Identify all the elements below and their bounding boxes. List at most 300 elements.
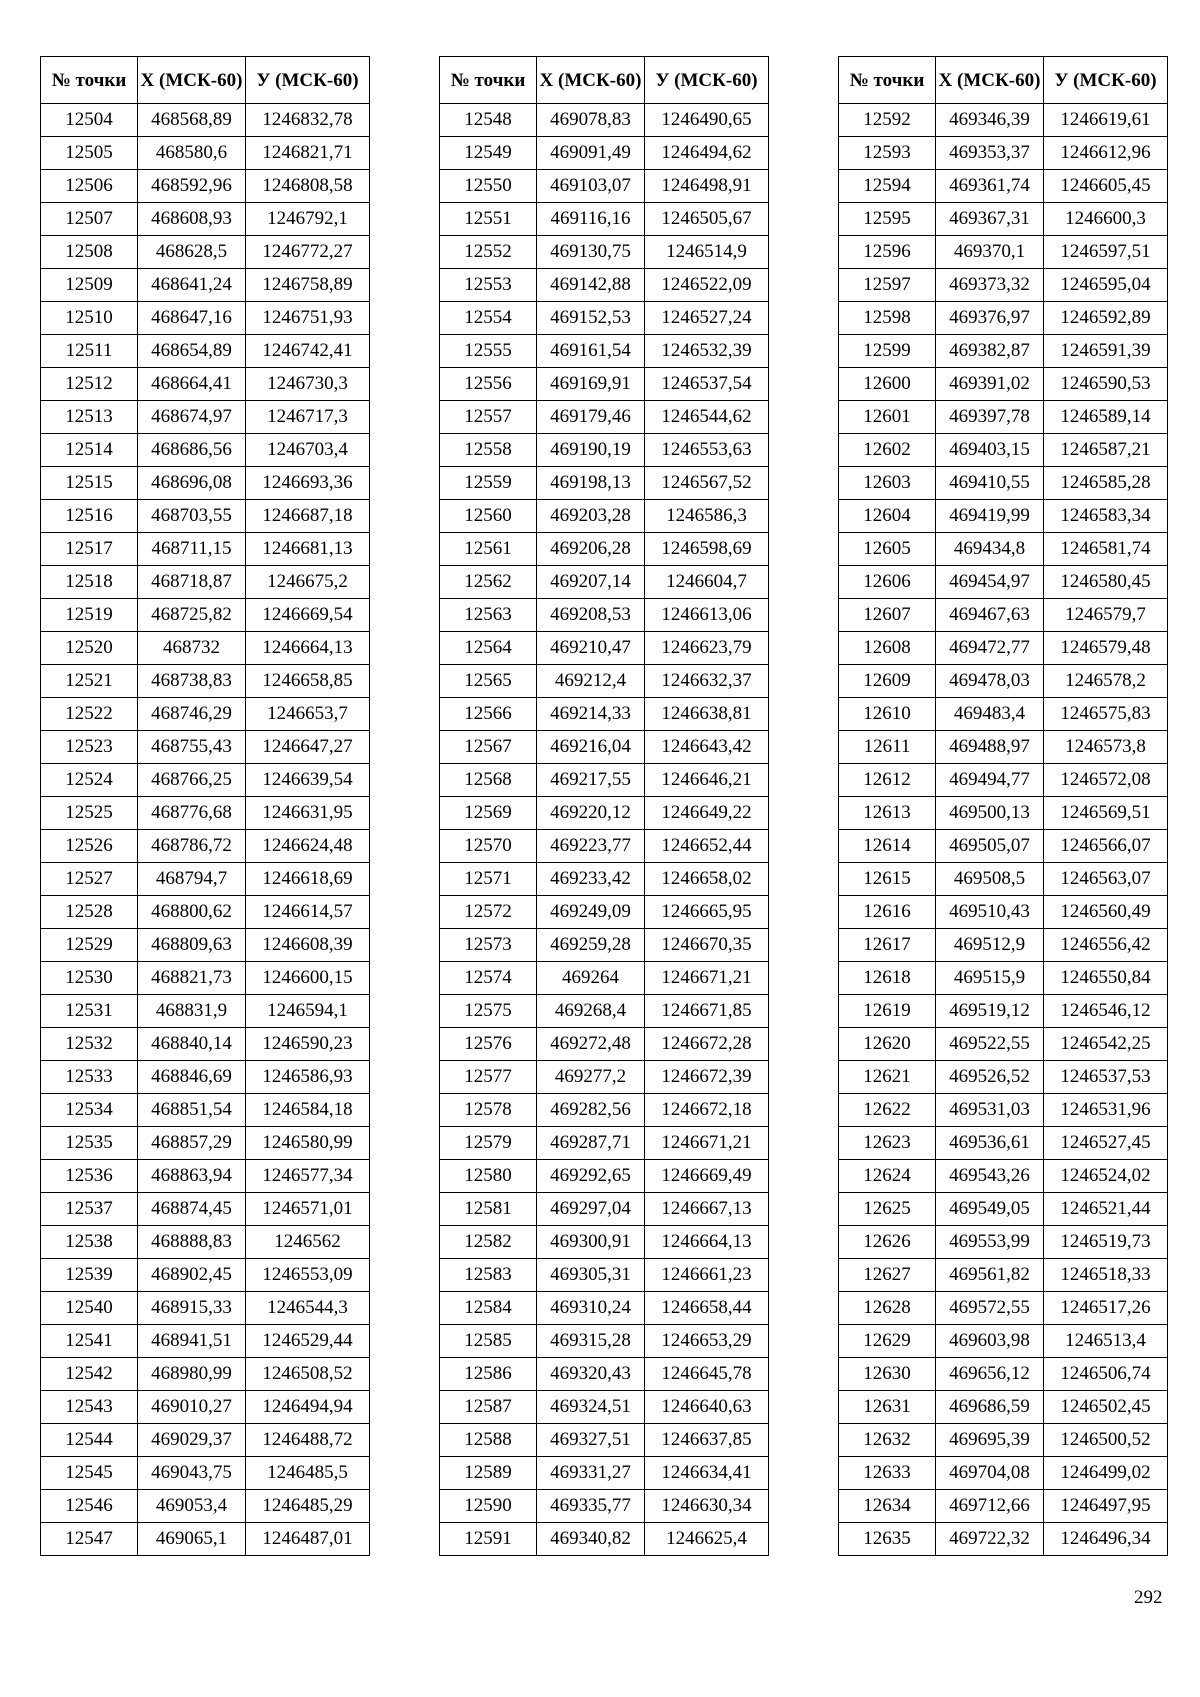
y-coordinate-cell: 1246658,44 bbox=[645, 1292, 769, 1325]
table-row bbox=[839, 236, 1168, 269]
y-coordinate-cell: 1246597,51 bbox=[1044, 236, 1168, 269]
table-row bbox=[41, 401, 370, 434]
point-number-cell: 12552 bbox=[440, 236, 537, 269]
point-number-cell: 12614 bbox=[839, 830, 936, 863]
y-coordinate-cell: 1246584,18 bbox=[246, 1094, 370, 1127]
x-coordinate-cell: 469515,9 bbox=[936, 962, 1044, 995]
y-coordinate-cell: 1246639,54 bbox=[246, 764, 370, 797]
point-number-cell: 12585 bbox=[440, 1325, 537, 1358]
y-coordinate-cell: 1246634,41 bbox=[645, 1457, 769, 1490]
point-number-cell: 12569 bbox=[440, 797, 537, 830]
x-coordinate-cell: 468725,82 bbox=[138, 599, 246, 632]
y-coordinate-cell: 1246577,34 bbox=[246, 1160, 370, 1193]
point-number-cell: 12563 bbox=[440, 599, 537, 632]
y-coordinate-cell: 1246624,48 bbox=[246, 830, 370, 863]
point-number-cell: 12577 bbox=[440, 1061, 537, 1094]
x-coordinate-cell: 469297,04 bbox=[537, 1193, 645, 1226]
x-coordinate-cell: 469494,77 bbox=[936, 764, 1044, 797]
table-row bbox=[839, 962, 1168, 995]
x-coordinate-cell: 469010,27 bbox=[138, 1391, 246, 1424]
point-number-cell: 12538 bbox=[41, 1226, 138, 1259]
x-coordinate-cell: 468718,87 bbox=[138, 566, 246, 599]
point-number-cell: 12626 bbox=[839, 1226, 936, 1259]
point-number-cell: 12520 bbox=[41, 632, 138, 665]
x-coordinate-cell: 469272,48 bbox=[537, 1028, 645, 1061]
y-coordinate-cell: 1246485,29 bbox=[246, 1490, 370, 1523]
point-number-cell: 12633 bbox=[839, 1457, 936, 1490]
point-number-cell: 12525 bbox=[41, 797, 138, 830]
point-number-cell: 12535 bbox=[41, 1127, 138, 1160]
y-coordinate-cell: 1246808,58 bbox=[246, 170, 370, 203]
point-number-cell: 12518 bbox=[41, 566, 138, 599]
y-coordinate-cell: 1246578,2 bbox=[1044, 665, 1168, 698]
point-number-cell: 12517 bbox=[41, 533, 138, 566]
y-coordinate-cell: 1246497,95 bbox=[1044, 1490, 1168, 1523]
y-coordinate-cell: 1246717,3 bbox=[246, 401, 370, 434]
y-coordinate-cell: 1246566,07 bbox=[1044, 830, 1168, 863]
y-coordinate-cell: 1246550,84 bbox=[1044, 962, 1168, 995]
table-row bbox=[41, 1325, 370, 1358]
y-coordinate-cell: 1246653,29 bbox=[645, 1325, 769, 1358]
point-number-cell: 12583 bbox=[440, 1259, 537, 1292]
x-coordinate-cell: 469403,15 bbox=[936, 434, 1044, 467]
table-row bbox=[41, 830, 370, 863]
x-coordinate-cell: 469512,9 bbox=[936, 929, 1044, 962]
table-row bbox=[440, 731, 769, 764]
table-row bbox=[41, 467, 370, 500]
y-coordinate-cell: 1246661,23 bbox=[645, 1259, 769, 1292]
table-row bbox=[41, 434, 370, 467]
point-number-cell: 12575 bbox=[440, 995, 537, 1028]
point-number-cell: 12505 bbox=[41, 137, 138, 170]
y-coordinate-cell: 1246513,4 bbox=[1044, 1325, 1168, 1358]
y-coordinate-cell: 1246590,53 bbox=[1044, 368, 1168, 401]
y-coordinate-cell: 1246488,72 bbox=[246, 1424, 370, 1457]
y-coordinate-cell: 1246687,18 bbox=[246, 500, 370, 533]
table-row bbox=[839, 995, 1168, 1028]
y-coordinate-cell: 1246532,39 bbox=[645, 335, 769, 368]
x-coordinate-cell: 468592,96 bbox=[138, 170, 246, 203]
y-coordinate-cell: 1246569,51 bbox=[1044, 797, 1168, 830]
table-row bbox=[440, 1358, 769, 1391]
point-number-cell: 12566 bbox=[440, 698, 537, 731]
point-number-cell: 12510 bbox=[41, 302, 138, 335]
point-number-cell: 12516 bbox=[41, 500, 138, 533]
point-number-cell: 12602 bbox=[839, 434, 936, 467]
point-number-cell: 12617 bbox=[839, 929, 936, 962]
x-coordinate-cell: 468786,72 bbox=[138, 830, 246, 863]
table-row bbox=[440, 1226, 769, 1259]
table-header-row bbox=[440, 57, 769, 104]
x-coordinate-cell: 469300,91 bbox=[537, 1226, 645, 1259]
x-coordinate-cell: 468732 bbox=[138, 632, 246, 665]
y-coordinate-cell: 1246527,45 bbox=[1044, 1127, 1168, 1160]
table-row bbox=[41, 1424, 370, 1457]
point-number-cell: 12568 bbox=[440, 764, 537, 797]
x-coordinate-cell: 469320,43 bbox=[537, 1358, 645, 1391]
x-coordinate-cell: 468902,45 bbox=[138, 1259, 246, 1292]
y-coordinate-cell: 1246649,22 bbox=[645, 797, 769, 830]
x-coordinate-cell: 469454,97 bbox=[936, 566, 1044, 599]
y-coordinate-cell: 1246792,1 bbox=[246, 203, 370, 236]
y-coordinate-cell: 1246598,69 bbox=[645, 533, 769, 566]
point-number-cell: 12527 bbox=[41, 863, 138, 896]
y-coordinate-cell: 1246553,09 bbox=[246, 1259, 370, 1292]
point-number-cell: 12526 bbox=[41, 830, 138, 863]
table-row bbox=[440, 302, 769, 335]
table-row bbox=[839, 698, 1168, 731]
table-row bbox=[839, 467, 1168, 500]
y-coordinate-cell: 1246585,28 bbox=[1044, 467, 1168, 500]
point-number-cell: 12608 bbox=[839, 632, 936, 665]
y-coordinate-cell: 1246572,08 bbox=[1044, 764, 1168, 797]
x-coordinate-cell: 469603,98 bbox=[936, 1325, 1044, 1358]
point-number-cell: 12536 bbox=[41, 1160, 138, 1193]
x-coordinate-cell: 468863,94 bbox=[138, 1160, 246, 1193]
point-number-cell: 12594 bbox=[839, 170, 936, 203]
x-coordinate-cell: 469292,65 bbox=[537, 1160, 645, 1193]
point-number-cell: 12548 bbox=[440, 104, 537, 137]
point-number-cell: 12619 bbox=[839, 995, 936, 1028]
header-y-coordinate: У (МСК-60) bbox=[645, 57, 769, 104]
x-coordinate-cell: 469268,4 bbox=[537, 995, 645, 1028]
x-coordinate-cell: 468664,41 bbox=[138, 368, 246, 401]
table-row bbox=[440, 665, 769, 698]
table-row bbox=[41, 599, 370, 632]
x-coordinate-cell: 469522,55 bbox=[936, 1028, 1044, 1061]
x-coordinate-cell: 469467,63 bbox=[936, 599, 1044, 632]
point-number-cell: 12596 bbox=[839, 236, 936, 269]
table-row bbox=[839, 929, 1168, 962]
x-coordinate-cell: 469526,52 bbox=[936, 1061, 1044, 1094]
point-number-cell: 12599 bbox=[839, 335, 936, 368]
x-coordinate-cell: 469391,02 bbox=[936, 368, 1044, 401]
table-row bbox=[839, 368, 1168, 401]
x-coordinate-cell: 468776,68 bbox=[138, 797, 246, 830]
page-number: 292 bbox=[1134, 1587, 1163, 1608]
point-number-cell: 12515 bbox=[41, 467, 138, 500]
point-number-cell: 12504 bbox=[41, 104, 138, 137]
table-row bbox=[41, 698, 370, 731]
header-x-coordinate: X (МСК-60) bbox=[936, 57, 1044, 104]
point-number-cell: 12567 bbox=[440, 731, 537, 764]
x-coordinate-cell: 469572,55 bbox=[936, 1292, 1044, 1325]
x-coordinate-cell: 469216,04 bbox=[537, 731, 645, 764]
table-row bbox=[41, 1358, 370, 1391]
point-number-cell: 12628 bbox=[839, 1292, 936, 1325]
y-coordinate-cell: 1246498,91 bbox=[645, 170, 769, 203]
point-number-cell: 12546 bbox=[41, 1490, 138, 1523]
x-coordinate-cell: 469508,5 bbox=[936, 863, 1044, 896]
point-number-cell: 12622 bbox=[839, 1094, 936, 1127]
table-row bbox=[839, 731, 1168, 764]
y-coordinate-cell: 1246529,44 bbox=[246, 1325, 370, 1358]
point-number-cell: 12523 bbox=[41, 731, 138, 764]
y-coordinate-cell: 1246587,21 bbox=[1044, 434, 1168, 467]
y-coordinate-cell: 1246643,42 bbox=[645, 731, 769, 764]
y-coordinate-cell: 1246519,73 bbox=[1044, 1226, 1168, 1259]
table-row bbox=[440, 1259, 769, 1292]
point-number-cell: 12540 bbox=[41, 1292, 138, 1325]
point-number-cell: 12606 bbox=[839, 566, 936, 599]
table-row bbox=[440, 137, 769, 170]
y-coordinate-cell: 1246671,21 bbox=[645, 962, 769, 995]
point-number-cell: 12624 bbox=[839, 1160, 936, 1193]
point-number-cell: 12603 bbox=[839, 467, 936, 500]
point-number-cell: 12528 bbox=[41, 896, 138, 929]
table-row bbox=[440, 698, 769, 731]
point-number-cell: 12576 bbox=[440, 1028, 537, 1061]
table-row bbox=[41, 1292, 370, 1325]
y-coordinate-cell: 1246821,71 bbox=[246, 137, 370, 170]
point-number-cell: 12593 bbox=[839, 137, 936, 170]
x-coordinate-cell: 469370,1 bbox=[936, 236, 1044, 269]
point-number-cell: 12595 bbox=[839, 203, 936, 236]
point-number-cell: 12578 bbox=[440, 1094, 537, 1127]
table-row bbox=[41, 863, 370, 896]
y-coordinate-cell: 1246618,69 bbox=[246, 863, 370, 896]
y-coordinate-cell: 1246693,36 bbox=[246, 467, 370, 500]
y-coordinate-cell: 1246613,06 bbox=[645, 599, 769, 632]
x-coordinate-cell: 469179,46 bbox=[537, 401, 645, 434]
x-coordinate-cell: 469331,27 bbox=[537, 1457, 645, 1490]
x-coordinate-cell: 468857,29 bbox=[138, 1127, 246, 1160]
table-row bbox=[839, 1292, 1168, 1325]
point-number-cell: 12512 bbox=[41, 368, 138, 401]
y-coordinate-cell: 1246583,34 bbox=[1044, 500, 1168, 533]
coordinates-table-2 bbox=[439, 56, 769, 1556]
header-x-coordinate: X (МСК-60) bbox=[537, 57, 645, 104]
point-number-cell: 12586 bbox=[440, 1358, 537, 1391]
table-row bbox=[839, 1523, 1168, 1556]
point-number-cell: 12592 bbox=[839, 104, 936, 137]
x-coordinate-cell: 469327,51 bbox=[537, 1424, 645, 1457]
y-coordinate-cell: 1246579,7 bbox=[1044, 599, 1168, 632]
y-coordinate-cell: 1246595,04 bbox=[1044, 269, 1168, 302]
table-row bbox=[839, 632, 1168, 665]
x-coordinate-cell: 469324,51 bbox=[537, 1391, 645, 1424]
y-coordinate-cell: 1246521,44 bbox=[1044, 1193, 1168, 1226]
x-coordinate-cell: 469207,14 bbox=[537, 566, 645, 599]
x-coordinate-cell: 468851,54 bbox=[138, 1094, 246, 1127]
x-coordinate-cell: 469410,55 bbox=[936, 467, 1044, 500]
header-y-coordinate: У (МСК-60) bbox=[246, 57, 370, 104]
y-coordinate-cell: 1246567,52 bbox=[645, 467, 769, 500]
table-row bbox=[41, 962, 370, 995]
point-number-cell: 12551 bbox=[440, 203, 537, 236]
x-coordinate-cell: 468888,83 bbox=[138, 1226, 246, 1259]
table-row bbox=[839, 1226, 1168, 1259]
table-row bbox=[41, 1391, 370, 1424]
table-row bbox=[839, 764, 1168, 797]
table-row bbox=[440, 632, 769, 665]
table-row bbox=[41, 731, 370, 764]
x-coordinate-cell: 469190,19 bbox=[537, 434, 645, 467]
y-coordinate-cell: 1246612,96 bbox=[1044, 137, 1168, 170]
x-coordinate-cell: 468755,43 bbox=[138, 731, 246, 764]
table-row bbox=[839, 137, 1168, 170]
table-row bbox=[41, 170, 370, 203]
x-coordinate-cell: 469397,78 bbox=[936, 401, 1044, 434]
point-number-cell: 12533 bbox=[41, 1061, 138, 1094]
x-coordinate-cell: 469353,37 bbox=[936, 137, 1044, 170]
x-coordinate-cell: 469434,8 bbox=[936, 533, 1044, 566]
table-row bbox=[440, 1160, 769, 1193]
point-number-cell: 12625 bbox=[839, 1193, 936, 1226]
y-coordinate-cell: 1246500,52 bbox=[1044, 1424, 1168, 1457]
x-coordinate-cell: 469695,39 bbox=[936, 1424, 1044, 1457]
y-coordinate-cell: 1246594,1 bbox=[246, 995, 370, 1028]
x-coordinate-cell: 469553,99 bbox=[936, 1226, 1044, 1259]
y-coordinate-cell: 1246671,85 bbox=[645, 995, 769, 1028]
table-row bbox=[839, 896, 1168, 929]
x-coordinate-cell: 468840,14 bbox=[138, 1028, 246, 1061]
table-row bbox=[41, 764, 370, 797]
x-coordinate-cell: 469043,75 bbox=[138, 1457, 246, 1490]
y-coordinate-cell: 1246600,3 bbox=[1044, 203, 1168, 236]
table-row bbox=[440, 1523, 769, 1556]
x-coordinate-cell: 469282,56 bbox=[537, 1094, 645, 1127]
table-row bbox=[41, 368, 370, 401]
x-coordinate-cell: 469704,08 bbox=[936, 1457, 1044, 1490]
y-coordinate-cell: 1246604,7 bbox=[645, 566, 769, 599]
y-coordinate-cell: 1246669,54 bbox=[246, 599, 370, 632]
x-coordinate-cell: 469367,31 bbox=[936, 203, 1044, 236]
y-coordinate-cell: 1246496,34 bbox=[1044, 1523, 1168, 1556]
point-number-cell: 12573 bbox=[440, 929, 537, 962]
table-row bbox=[440, 533, 769, 566]
x-coordinate-cell: 469340,82 bbox=[537, 1523, 645, 1556]
x-coordinate-cell: 469519,12 bbox=[936, 995, 1044, 1028]
point-number-cell: 12542 bbox=[41, 1358, 138, 1391]
y-coordinate-cell: 1246640,63 bbox=[645, 1391, 769, 1424]
x-coordinate-cell: 468915,33 bbox=[138, 1292, 246, 1325]
point-number-cell: 12635 bbox=[839, 1523, 936, 1556]
y-coordinate-cell: 1246832,78 bbox=[246, 104, 370, 137]
table-row bbox=[440, 1061, 769, 1094]
y-coordinate-cell: 1246645,78 bbox=[645, 1358, 769, 1391]
point-number-cell: 12632 bbox=[839, 1424, 936, 1457]
x-coordinate-cell: 469220,12 bbox=[537, 797, 645, 830]
table-row bbox=[839, 1127, 1168, 1160]
x-coordinate-cell: 468941,51 bbox=[138, 1325, 246, 1358]
table-row bbox=[839, 104, 1168, 137]
x-coordinate-cell: 468738,83 bbox=[138, 665, 246, 698]
table-row bbox=[41, 566, 370, 599]
y-coordinate-cell: 1246485,5 bbox=[246, 1457, 370, 1490]
y-coordinate-cell: 1246586,3 bbox=[645, 500, 769, 533]
table-row bbox=[440, 566, 769, 599]
x-coordinate-cell: 469478,03 bbox=[936, 665, 1044, 698]
table-row bbox=[440, 269, 769, 302]
y-coordinate-cell: 1246625,4 bbox=[645, 1523, 769, 1556]
point-number-cell: 12591 bbox=[440, 1523, 537, 1556]
table-row bbox=[440, 1424, 769, 1457]
point-number-cell: 12556 bbox=[440, 368, 537, 401]
y-coordinate-cell: 1246600,15 bbox=[246, 962, 370, 995]
point-number-cell: 12588 bbox=[440, 1424, 537, 1457]
x-coordinate-cell: 469203,28 bbox=[537, 500, 645, 533]
x-coordinate-cell: 469233,42 bbox=[537, 863, 645, 896]
x-coordinate-cell: 469543,26 bbox=[936, 1160, 1044, 1193]
x-coordinate-cell: 469712,66 bbox=[936, 1490, 1044, 1523]
point-number-cell: 12547 bbox=[41, 1523, 138, 1556]
x-coordinate-cell: 469561,82 bbox=[936, 1259, 1044, 1292]
y-coordinate-cell: 1246560,49 bbox=[1044, 896, 1168, 929]
table-row bbox=[440, 962, 769, 995]
y-coordinate-cell: 1246524,02 bbox=[1044, 1160, 1168, 1193]
y-coordinate-cell: 1246671,21 bbox=[645, 1127, 769, 1160]
table-row bbox=[440, 500, 769, 533]
x-coordinate-cell: 469217,55 bbox=[537, 764, 645, 797]
x-coordinate-cell: 469310,24 bbox=[537, 1292, 645, 1325]
y-coordinate-cell: 1246546,12 bbox=[1044, 995, 1168, 1028]
x-coordinate-cell: 469686,59 bbox=[936, 1391, 1044, 1424]
header-x-coordinate: X (МСК-60) bbox=[138, 57, 246, 104]
y-coordinate-cell: 1246667,13 bbox=[645, 1193, 769, 1226]
table-row bbox=[41, 1028, 370, 1061]
x-coordinate-cell: 468674,97 bbox=[138, 401, 246, 434]
point-number-cell: 12610 bbox=[839, 698, 936, 731]
y-coordinate-cell: 1246514,9 bbox=[645, 236, 769, 269]
x-coordinate-cell: 469212,4 bbox=[537, 665, 645, 698]
x-coordinate-cell: 469305,31 bbox=[537, 1259, 645, 1292]
y-coordinate-cell: 1246502,45 bbox=[1044, 1391, 1168, 1424]
y-coordinate-cell: 1246672,39 bbox=[645, 1061, 769, 1094]
table-row bbox=[41, 929, 370, 962]
point-number-cell: 12532 bbox=[41, 1028, 138, 1061]
table-row bbox=[440, 1292, 769, 1325]
x-coordinate-cell: 469373,32 bbox=[936, 269, 1044, 302]
y-coordinate-cell: 1246652,44 bbox=[645, 830, 769, 863]
point-number-cell: 12550 bbox=[440, 170, 537, 203]
table-row bbox=[839, 1358, 1168, 1391]
table-row bbox=[839, 1160, 1168, 1193]
table-row bbox=[41, 236, 370, 269]
x-coordinate-cell: 469214,33 bbox=[537, 698, 645, 731]
x-coordinate-cell: 468686,56 bbox=[138, 434, 246, 467]
x-coordinate-cell: 468794,7 bbox=[138, 863, 246, 896]
x-coordinate-cell: 469505,07 bbox=[936, 830, 1044, 863]
table-row bbox=[839, 1391, 1168, 1424]
y-coordinate-cell: 1246665,95 bbox=[645, 896, 769, 929]
table-row bbox=[440, 830, 769, 863]
y-coordinate-cell: 1246669,49 bbox=[645, 1160, 769, 1193]
point-number-cell: 12519 bbox=[41, 599, 138, 632]
y-coordinate-cell: 1246638,81 bbox=[645, 698, 769, 731]
point-number-cell: 12545 bbox=[41, 1457, 138, 1490]
table-row bbox=[440, 1325, 769, 1358]
point-number-cell: 12529 bbox=[41, 929, 138, 962]
x-coordinate-cell: 469249,09 bbox=[537, 896, 645, 929]
point-number-cell: 12621 bbox=[839, 1061, 936, 1094]
y-coordinate-cell: 1246632,37 bbox=[645, 665, 769, 698]
y-coordinate-cell: 1246730,3 bbox=[246, 368, 370, 401]
point-number-cell: 12564 bbox=[440, 632, 537, 665]
x-coordinate-cell: 469091,49 bbox=[537, 137, 645, 170]
point-number-cell: 12554 bbox=[440, 302, 537, 335]
table-row bbox=[41, 1127, 370, 1160]
y-coordinate-cell: 1246508,52 bbox=[246, 1358, 370, 1391]
table-row bbox=[41, 665, 370, 698]
table-row bbox=[41, 137, 370, 170]
x-coordinate-cell: 469335,77 bbox=[537, 1490, 645, 1523]
point-number-cell: 12539 bbox=[41, 1259, 138, 1292]
point-number-cell: 12522 bbox=[41, 698, 138, 731]
x-coordinate-cell: 468628,5 bbox=[138, 236, 246, 269]
y-coordinate-cell: 1246494,94 bbox=[246, 1391, 370, 1424]
table-row bbox=[839, 797, 1168, 830]
